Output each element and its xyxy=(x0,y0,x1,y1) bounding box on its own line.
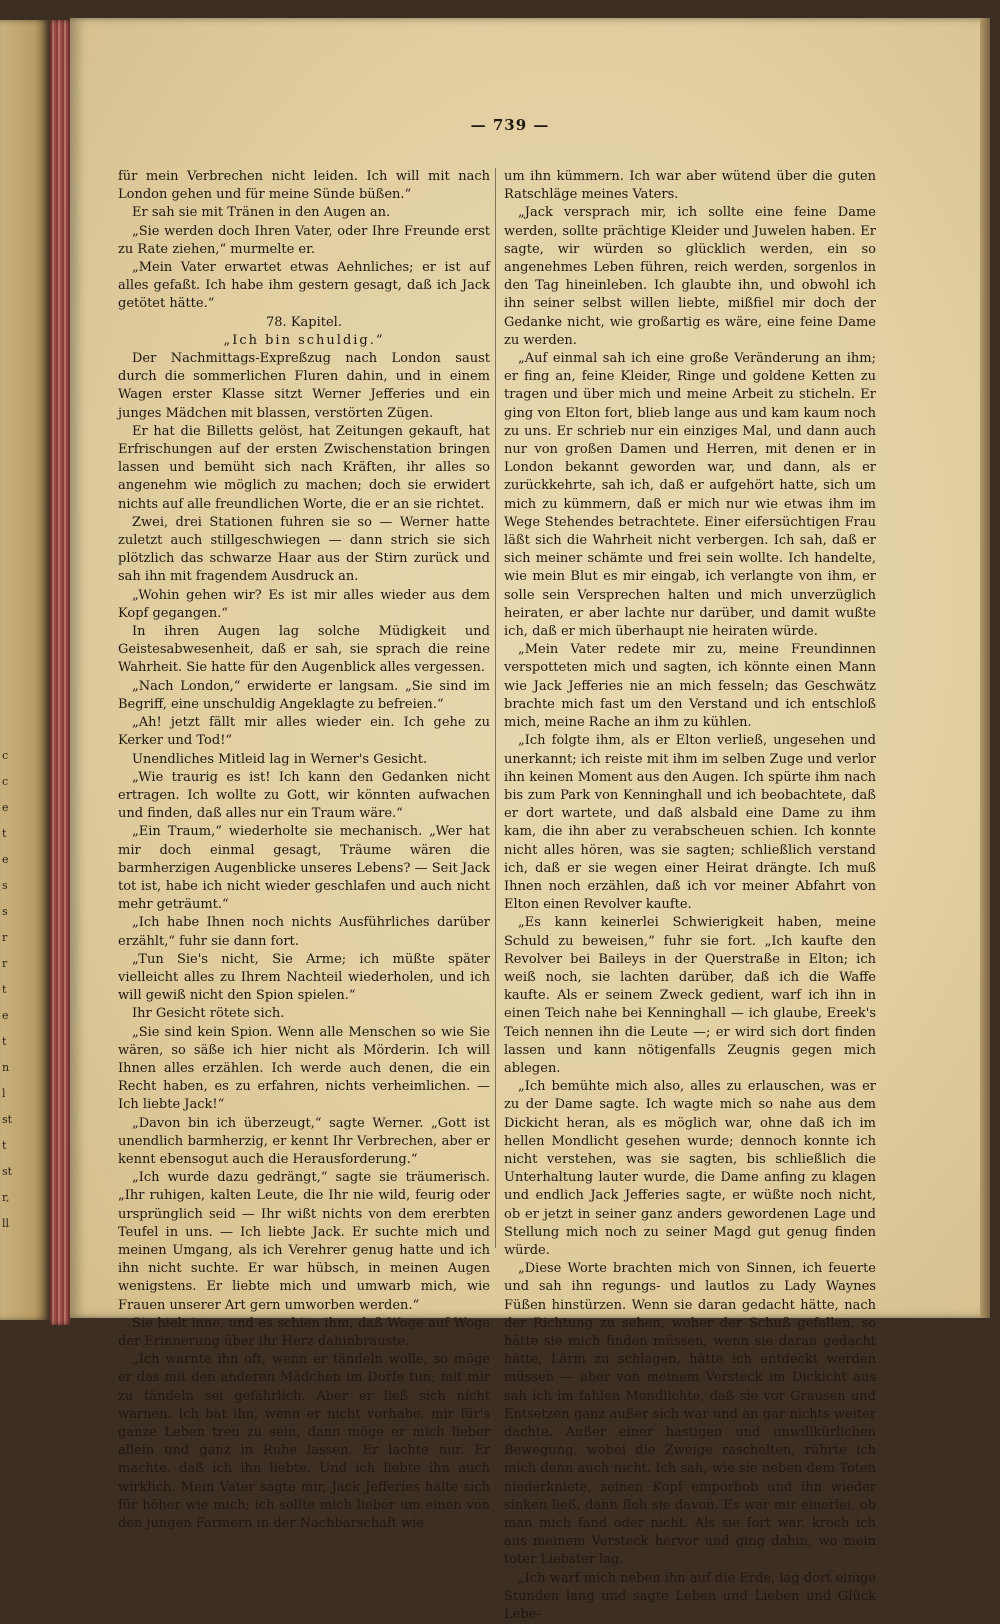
margin-fragment: st xyxy=(2,1113,13,1126)
paragraph: „Nach London,“ erwiderte er langsam. „Sie sind im Begriff, eine unschuldig Angeklagte zu befreien.“ xyxy=(118,678,490,712)
paragraph: Zwei, drei Stationen fuhren sie so — Werner hatte zuletzt auch stillgeschwiegen — dann strich sie sich plötzlich das schwarze Haar aus der Stirn zurück und sah ihn mit fragendem Ausdruck an. xyxy=(118,514,490,585)
paragraph: „Ich warf mich neben ihn auf die Erde, lag dort einige Stunden lang und sagte Leben und Lieben und Glück Lebe- xyxy=(504,1570,876,1623)
chapter-title: 78. Kapitel. xyxy=(266,314,342,330)
paragraph: In ihren Augen lag solche Müdigkeit und Geistesabwesenheit, daß er sah, sie sprach die reine Wahrheit. Sie hatte für den Augenblick alles vergessen. xyxy=(118,624,490,676)
paragraph: „Wohin gehen wir? Es ist mir alles wieder aus dem Kopf gegangen.“ xyxy=(118,587,490,621)
paragraph: für mein Verbrechen nicht leiden. Ich will mit nach London gehen und für meine Sünde büßen.“ xyxy=(118,169,490,203)
paragraph: Er sah sie mit Tränen in den Augen an. xyxy=(132,205,391,221)
paragraph: „Mein Vater erwartet etwas Aehnliches; er ist auf alles gefaßt. Ich habe ihm gestern gesagt, daß ich Jack getötet hätte.“ xyxy=(118,260,490,312)
margin-fragment: e xyxy=(2,801,9,814)
paragraph: Er hat die Billetts gelöst, hat Zeitungen gekauft, hat Erfrischungen auf der ersten Zwischenstation bringen lassen und bemüht sich nach Kräften, ihr alles so angenehm wie möglich zu machen; doch sie erwidert nichts auf alle freundlichen Worte, die er an sie richtet. xyxy=(118,423,490,512)
margin-fragment: c xyxy=(2,749,9,762)
book-page xyxy=(70,18,990,1623)
paragraph: „Tun Sie's nicht, Sie Arme; ich müßte später vielleicht alles zu Ihrem Nachteil wiederholen, und ich will gewiß nicht den Spion spielen.“ xyxy=(118,951,490,1004)
margin-fragment: e xyxy=(2,1009,9,1022)
paragraph: „Davon bin ich überzeugt,“ sagte Werner. „Gott ist unendlich barmherzig, er kennt Ihr Verbrechen, aber er kennt ebensogut auch die Herausforderung.“ xyxy=(118,1115,490,1167)
paragraph: „Ich warnte ihn oft, wenn er tändeln wolle, so möge er das mit den anderen Mädchen im Dorfe tun; mit mir zu tändeln sei gefährlich. Aber er ließ sich nicht warnen. Ich bat ihn, wenn er nicht vorhabe, mir für's ganze Leben treu zu sein, dann möge er mich lieber allein und ganz in Ruhe lassen. Er lachte nur. Er machte, daß ich ihn liebte. Und ich liebte ihn auch wirklich. Mein Vater sagte mir, Jack Jefferies halte sich für höher wie mich; ich sollte mich lieber um einen von den jungen Farmern in der Nachbarschaft wie xyxy=(118,1352,490,1532)
page-edge xyxy=(980,18,990,1318)
margin-fragment: ll xyxy=(2,1217,10,1230)
margin-fragment: n xyxy=(2,1061,10,1074)
paragraph: „Diese Worte brachten mich von Sinnen, ich feuerte und sah ihn regungs- und lautlos zu Lady Waynes Füßen hinstürzen. Wenn sie daran gedacht hätte, nach der Richtung zu sehen, woher der Schuß gefallen, so hätte sie mich finden müssen, wenn sie daran gedacht hätte, Lärm zu schlagen, hätte ich entdeckt werden müssen — aber von meinem Versteck im Dickicht aus sah ich im fahlen Mondlichte, daß sie vor Grausen und Entsetzen ganz außer sich war und an gar nichts weiter dachte. Außer einer hastigen und unwillkürlichen Bewegung, wobei die Zweige raschelten, rührte ich mich denn auch nicht. Ich sah, wie sie neben dem Toten niederkniete, seinen Kopf emporhob und ihn wieder sinken ließ, dann floh sie davon. Es war mir einerlei, ob man mich fand oder nicht. Als sie fort war, kroch ich aus meinem Versteck hervor und ging dahin, wo mein toter Liebster lag. xyxy=(504,1261,876,1568)
paragraph: „Ah! jetzt fällt mir alles wieder ein. Ich gehe zu Kerker und Tod!“ xyxy=(118,715,490,749)
margin-fragment: r, xyxy=(2,1191,10,1204)
margin-fragment: c xyxy=(2,775,9,788)
margin-fragment: l xyxy=(2,1087,6,1100)
paragraph: Ihr Gesicht rötete sich. xyxy=(132,1006,285,1022)
paragraph: „Jack versprach mir, ich sollte eine feine Dame werden, sollte prächtige Kleider und Juwelen haben. Er sagte, wir würden so glücklich werden, ein so angenehmes Leben führen, reich werden, sorgenlos in den Tag hineinleben. Ich glaubte ihn, und obwohl ich ihn seiner selbst willen liebte, mißfiel mir doch der Gedanke nicht, wie großartig es wäre, eine feine Dame zu werden. xyxy=(504,205,876,348)
paragraph: „Sie werden doch Ihren Vater, oder Ihre Freunde erst zu Rate ziehen,“ murmelte er. xyxy=(118,223,490,257)
column-divider xyxy=(495,168,496,1248)
margin-fragment: e xyxy=(2,853,9,866)
margin-fragment: r xyxy=(2,957,8,970)
paragraph: Sie hielt inne, und es schien ihm, daß Woge auf Woge der Erinnerung über ihr Herz dahinbrauste. xyxy=(118,1315,490,1349)
paragraph: „Mein Vater redete mir zu, meine Freundinnen verspotteten mich und sagten, ich könnte einen Mann wie Jack Jefferies nie an mich fesseln; das Geschwätz brachte mich fast um den Verstand und ich entschloß mich, meine Rache an ihm zu kühlen. xyxy=(504,642,876,731)
paragraph: „Auf einmal sah ich eine große Veränderung an ihm; er fing an, feine Kleider, Ringe und goldene Ketten zu tragen und über mich und meine Arbeit zu sticheln. Er ging von Elton fort, blieb lange aus und kam kaum noch zu uns. Er schrieb nur ein einziges Mal, und dann auch nur von großen Damen und Herren, mit denen er in London bekannt geworden war, und dann, als er zurückkehrte, sah ich, daß er aufgehört hatte, sich um mich zu kümmern, daß er mich nur wie etwas ihm im Wege Stehendes betrachtete. Einer eifersüchtigen Frau läßt sich die Wahrheit nicht verbergen. Ich sah, daß er sich meiner schämte und frei sein wollte. Ich handelte, wie mein Blut es mir eingab, ich verlangte von ihm, er solle sein Versprechen halten und mich unverzüglich heiraten, er aber lachte nur darüber, und damit wußte ich, daß er mich überhaupt nie heiraten würde. xyxy=(504,351,876,640)
paragraph: „Ich wurde dazu gedrängt,“ sagte sie träumerisch. „Ihr ruhigen, kalten Leute, die Ihr nie wild, feurig oder ursprünglich seid — Ihr wißt nichts von dem ererbten Teufel in uns. — Ich liebte Jack. Er suchte mich und meinen Umgang, als ich Verehrer genug hatte und ich ihn nicht suchte. Er war hübsch, in meinen Augen wenigstens. Er liebte mich und umwarb mich, wie Frauen unserer Art gern umworben werden.“ xyxy=(118,1170,490,1313)
paragraph: „Ich habe Ihnen noch nichts Ausführliches darüber erzählt,“ fuhr sie dann fort. xyxy=(118,915,490,949)
book-spine xyxy=(50,20,70,1325)
paragraph: „Ich bemühte mich also, alles zu erlauschen, was er zu der Dame sagte. Ich wagte mich so nahe aus dem Dickicht heran, als es möglich war, ohne daß ich im hellen Mondlicht gesehen wurde; dennoch konnte ich nicht verstehen, was sie sagten, bis schließlich die Unterhaltung lauter wurde, die Dame anfing zu klagen und endlich Jack Jefferies sagte, er wüßte noch nicht, ob er jetzt in seiner ganz anders gewordenen Lage und Stellung mich noch zu seiner Magd gut genug finden würde. xyxy=(504,1079,876,1258)
margin-fragment: t xyxy=(2,983,7,996)
paragraph: Der Nachmittags-Expreßzug nach London saust durch die sommerlichen Fluren dahin, und in einem Wagen erster Klasse sitzt Werner Jefferies und ein junges Mädchen mit blassen, verstörten Zügen. xyxy=(118,351,490,421)
margin-fragment: t xyxy=(2,827,7,840)
paragraph: „Sie sind kein Spion. Wenn alle Menschen so wie Sie wären, so säße ich hier nicht als Mörderin. Ich will Ihnen alles erzählen. Ich werde auch denen, die ein Recht haben, es zu erfahren, nichts verheimlichen. — Ich liebte Jack!“ xyxy=(118,1024,490,1113)
paragraph: Unendliches Mitleid lag in Werner's Gesicht. xyxy=(132,751,428,767)
paragraph: „Ich folgte ihm, als er Elton verließ, ungesehen und unerkannt; ich reiste mit ihm im selben Zuge und verlor ihn keinen Moment aus den Augen. Ich spürte ihm nach bis zum Park von Kenninghall und ich beobachtete, daß er dort wartete, und daß alsbald eine Dame zu ihm kam, die ihn aber zu verabscheuen schien. Ich konnte nicht alles hören, was sie sagten; schließlich verstand ich, daß er sie wegen einer Heirat drängte. Ich muß Ihnen noch erzählen, daß ich vor meiner Abfahrt von Elton einen Revolver kaufte. xyxy=(504,733,876,913)
paragraph: um ihn kümmern. Ich war aber wütend über die guten Ratschläge meines Vaters. xyxy=(504,169,876,203)
margin-fragment: r xyxy=(2,931,8,944)
facing-page-edge xyxy=(0,20,50,1320)
text-column-right xyxy=(504,168,876,1624)
text-column-left xyxy=(118,168,490,1533)
paragraph: „Wie traurig es ist! Ich kann den Gedanken nicht ertragen. Ich wollte zu Gott, wir könnten aufwachen und finden, daß alles nur ein Traum wäre.“ xyxy=(118,769,490,822)
paragraph: „Es kann keinerlei Schwierigkeit haben, meine Schuld zu beweisen,“ fuhr sie fort. „Ich kaufte den Revolver bei Baileys in der Querstraße in Elton; ich weiß noch, sie lachten darüber, daß ich die Waffe kaufte. Als er seinem Zweck gedient, warf ich ihn in einen Teich nahe bei Kenninghall — ich glaube, Ereek's Teich nennen ihn die Leute —; er wird sich dort finden lassen und kann nötigenfalls Zeugnis gegen mich ablegen. xyxy=(504,915,876,1076)
chapter-subtitle: „Ich bin schuldig.“ xyxy=(223,332,385,348)
margin-fragment: s xyxy=(2,905,8,918)
margin-fragment: st xyxy=(2,1165,13,1178)
paragraph: „Ein Traum,“ wiederholte sie mechanisch. „Wer hat mir doch einmal gesagt, Träume wären die barmherzigen Augenblicke unseres Lebens? — Seit Jack tot ist, habe ich nicht wieder geschlafen und auch nicht mehr geträumt.“ xyxy=(118,824,490,913)
margin-fragment: s xyxy=(2,879,8,892)
page-number: — 739 — xyxy=(470,116,550,134)
margin-fragment: t xyxy=(2,1139,7,1152)
margin-fragment: t xyxy=(2,1035,7,1048)
